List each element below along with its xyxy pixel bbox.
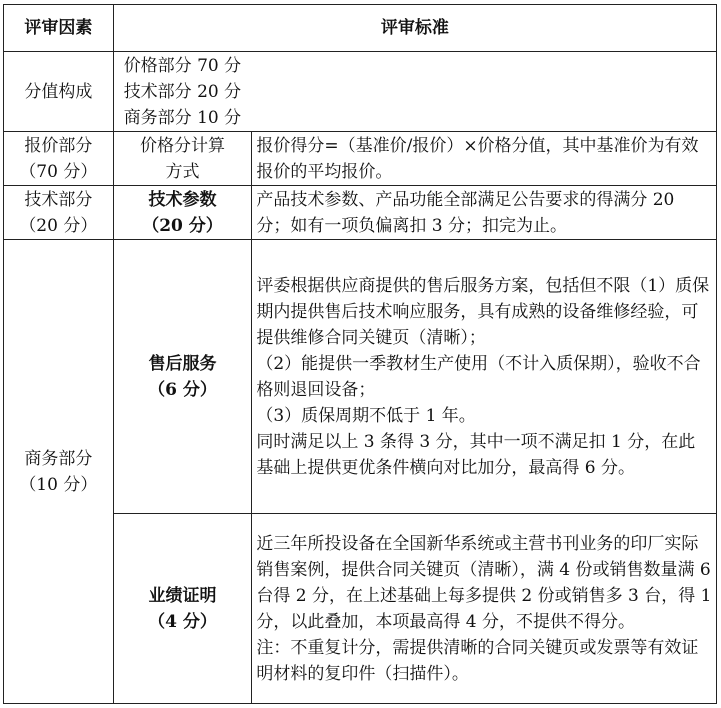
performance-criteria [252,514,717,704]
after-sales-criteria-line-1: 评委根据供应商提供的售后服务方案，包括但不限（1）质保期内提供售后技术响应服务，具有成熟的设备维修经验，可提供维修合同关键页（清晰）； [256,275,710,348]
price-factor-line-1: 报价部分 [24,135,93,156]
after-sales-criteria-line-2: （2）能提供一季教材生产使用（不计入质保期），验收不合格则退回设备； [256,353,701,400]
header-criteria: 评审标准 [113,5,716,52]
technical-item [113,186,252,240]
technical-item-line-2: （20 分） [142,215,223,236]
after-sales-criteria-line-3: （3）质保周期不低于 1 年。 [256,405,476,426]
composition-price: 价格部分 70 分 [123,55,242,76]
technical-factor-line-1: 技术部分 [24,189,93,210]
after-sales-criteria [252,240,717,514]
price-factor-line-2: （70 分） [19,161,98,182]
price-method-line-2: 方式 [165,161,200,182]
performance-criteria-line-1: 近三年所投设备在全国新华系统或主营书刊业务的印厂实际销售案例，提供合同关键页（清晰），满 4 份或销售数量满 6 台得 2 分，在上述基础上每多提供 2 份或销售多 3 台，得 1 分，以此叠加，本项最高得 4 分，不提供不得分。 [256,533,712,632]
scoring-table [3,4,717,704]
performance-criteria-line-2: 注：不重复计分，需提供清晰的合同关键页或发票等有效证明材料的复印件（扫描件）。 [256,637,699,684]
technical-factor [4,186,114,240]
after-sales-criteria-line-4: 同时满足以上 3 条得 3 分，其中一项不满足扣 1 分，在此基础上提供更优条件横向对比加分，最高得 6 分。 [256,431,696,478]
performance-item [113,514,252,704]
performance-item-line-1: 业绩证明 [148,585,217,606]
price-method [113,132,252,186]
score-composition-row [4,52,717,132]
price-factor [4,132,114,186]
header-factor: 评审因素 [4,5,114,52]
after-sales-item-line-2: （6 分） [148,379,217,400]
price-criteria: 报价得分=（基准价/报价）×价格分值，其中基准价为有效报价的平均报价。 [252,132,717,186]
composition-business: 商务部分 10 分 [123,107,242,128]
score-composition-lines [113,52,716,132]
business-factor [4,240,114,704]
header-row [4,5,717,52]
score-composition-label: 分值构成 [4,52,114,132]
technical-row [4,186,717,240]
price-row [4,132,717,186]
business-factor-line-1: 商务部分 [24,448,93,469]
after-sales-item [113,240,252,514]
composition-technical: 技术部分 20 分 [123,81,242,102]
technical-factor-line-2: （20 分） [19,215,98,236]
after-sales-item-line-1: 售后服务 [148,353,217,374]
business-factor-line-2: （10 分） [19,474,98,495]
price-method-line-1: 价格分计算 [140,135,226,156]
technical-item-line-1: 技术参数 [148,189,217,210]
technical-criteria: 产品技术参数、产品功能全部满足公告要求的得满分 20 分；如有一项负偏离扣 3 分；扣完为止。 [252,186,717,240]
after-sales-row [4,240,717,514]
performance-item-line-2: （4 分） [148,611,217,632]
